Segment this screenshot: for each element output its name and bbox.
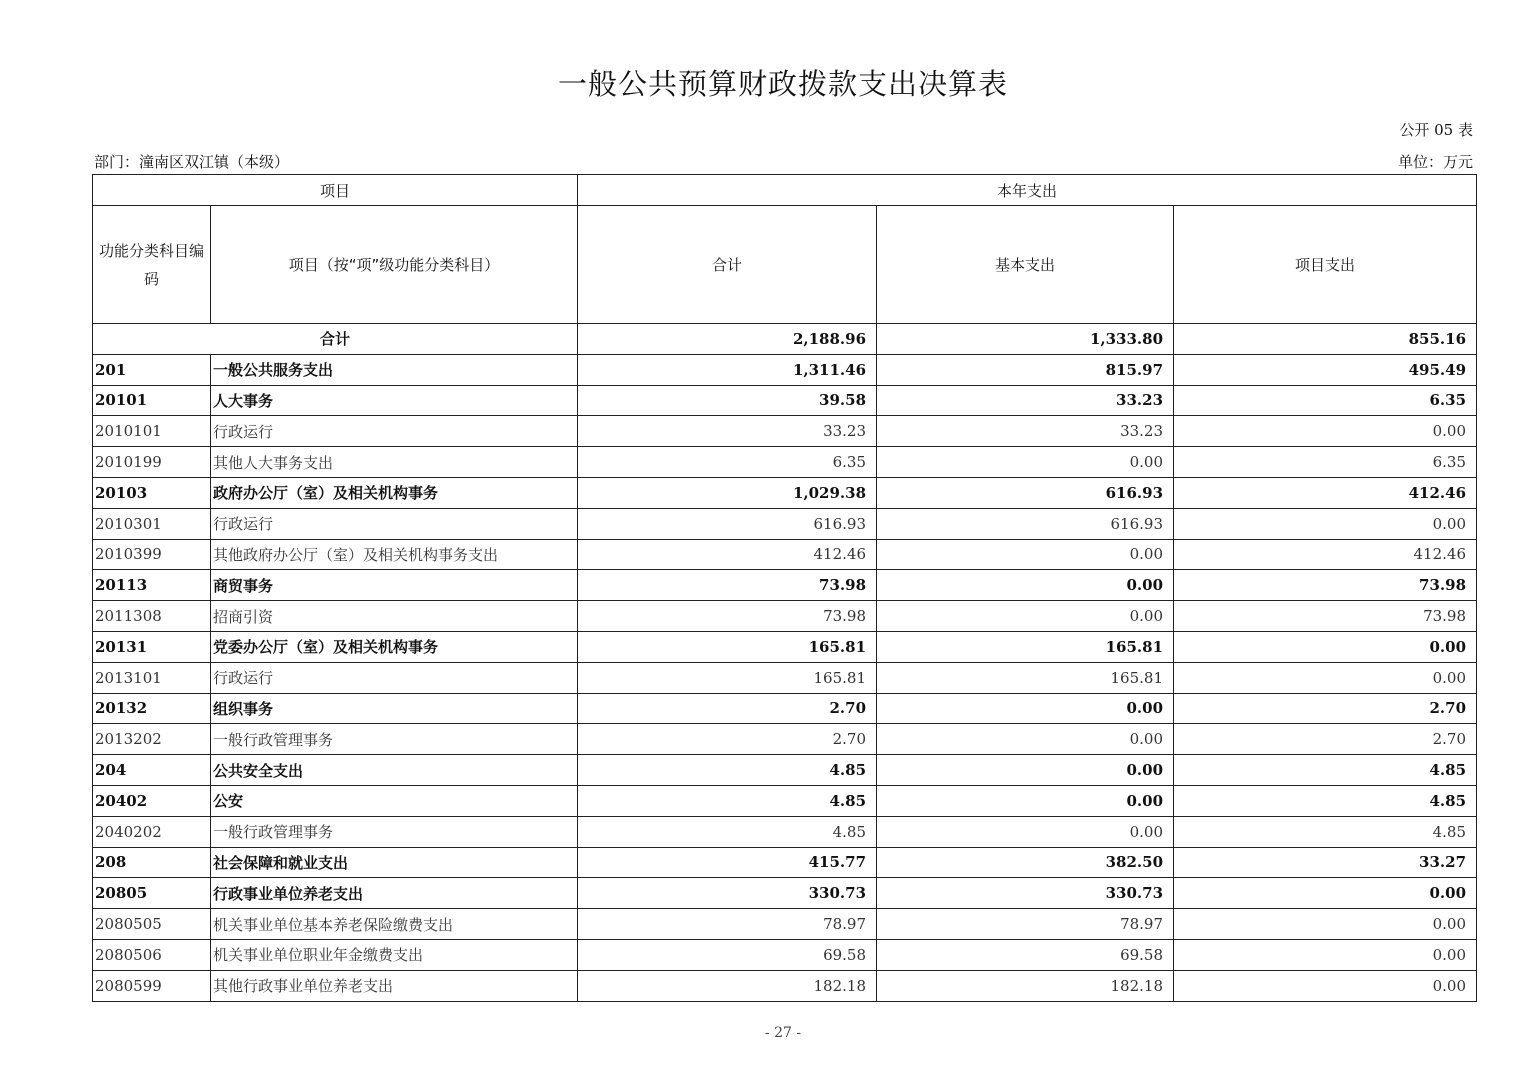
row-basic: 0.00 xyxy=(877,539,1174,570)
row-name: 政府办公厅（室）及相关机构事务 xyxy=(211,477,578,508)
row-code: 201 xyxy=(93,354,211,385)
row-basic: 78.97 xyxy=(877,909,1174,940)
table-row xyxy=(93,816,1477,847)
table-row xyxy=(93,693,1477,724)
row-code: 2010101 xyxy=(93,416,211,447)
row-name: 一般公共服务支出 xyxy=(211,354,578,385)
row-total: 2.70 xyxy=(578,693,877,724)
row-code: 20402 xyxy=(93,785,211,816)
table-row xyxy=(93,755,1477,786)
table-row xyxy=(93,939,1477,970)
row-code: 20132 xyxy=(93,693,211,724)
header-basic: 基本支出 xyxy=(877,206,1174,324)
row-total: 4.85 xyxy=(578,755,877,786)
department-label: 部门：潼南区双江镇（本级） xyxy=(94,153,290,171)
header-code: 功能分类科目编码 xyxy=(93,206,211,324)
row-name: 行政运行 xyxy=(211,416,578,447)
row-total: 73.98 xyxy=(578,601,877,632)
row-basic: 0.00 xyxy=(877,693,1174,724)
header-item: 项目 xyxy=(93,175,578,206)
row-total: 182.18 xyxy=(578,970,877,1001)
row-project: 4.85 xyxy=(1174,816,1477,847)
row-code: 2011308 xyxy=(93,601,211,632)
header-current-year-expense: 本年支出 xyxy=(578,175,1477,206)
row-basic: 0.00 xyxy=(877,785,1174,816)
row-basic: 815.97 xyxy=(877,354,1174,385)
row-basic: 382.50 xyxy=(877,847,1174,878)
row-total: 1,029.38 xyxy=(578,477,877,508)
row-total: 33.23 xyxy=(578,416,877,447)
row-basic: 0.00 xyxy=(877,724,1174,755)
table-row xyxy=(93,970,1477,1001)
row-name: 其他政府办公厅（室）及相关机构事务支出 xyxy=(211,539,578,570)
total-row xyxy=(93,324,1477,355)
row-basic: 182.18 xyxy=(877,970,1174,1001)
row-basic: 165.81 xyxy=(877,662,1174,693)
total-row-label: 合计 xyxy=(93,324,578,355)
row-code: 20101 xyxy=(93,385,211,416)
row-total: 69.58 xyxy=(578,939,877,970)
row-total: 616.93 xyxy=(578,508,877,539)
row-name: 机关事业单位基本养老保险缴费支出 xyxy=(211,909,578,940)
row-code: 2080506 xyxy=(93,939,211,970)
row-basic: 616.93 xyxy=(877,508,1174,539)
row-code: 2010399 xyxy=(93,539,211,570)
row-project: 2.70 xyxy=(1174,693,1477,724)
table-row xyxy=(93,878,1477,909)
row-name: 其他人大事务支出 xyxy=(211,447,578,478)
table-row xyxy=(93,416,1477,447)
row-name: 其他行政事业单位养老支出 xyxy=(211,970,578,1001)
row-name: 商贸事务 xyxy=(211,570,578,601)
row-total: 6.35 xyxy=(578,447,877,478)
unit-label: 单位：万元 xyxy=(1397,153,1473,171)
table-row xyxy=(93,631,1477,662)
row-code: 20103 xyxy=(93,477,211,508)
page-number: - 27 - xyxy=(764,1025,802,1041)
row-project: 0.00 xyxy=(1174,970,1477,1001)
row-project: 0.00 xyxy=(1174,631,1477,662)
row-project: 73.98 xyxy=(1174,570,1477,601)
row-project: 0.00 xyxy=(1174,939,1477,970)
row-project: 73.98 xyxy=(1174,601,1477,632)
table-row xyxy=(93,508,1477,539)
row-total: 4.85 xyxy=(578,785,877,816)
table-row xyxy=(93,354,1477,385)
row-basic: 0.00 xyxy=(877,755,1174,786)
row-basic: 33.23 xyxy=(877,416,1174,447)
row-name: 机关事业单位职业年金缴费支出 xyxy=(211,939,578,970)
table-row xyxy=(93,662,1477,693)
row-name: 社会保障和就业支出 xyxy=(211,847,578,878)
row-name: 一般行政管理事务 xyxy=(211,724,578,755)
row-project: 33.27 xyxy=(1174,847,1477,878)
row-total: 2.70 xyxy=(578,724,877,755)
table-row xyxy=(93,385,1477,416)
row-name: 人大事务 xyxy=(211,385,578,416)
row-name: 行政事业单位养老支出 xyxy=(211,878,578,909)
table-row xyxy=(93,847,1477,878)
table-row xyxy=(93,785,1477,816)
row-name: 行政运行 xyxy=(211,662,578,693)
row-basic: 69.58 xyxy=(877,939,1174,970)
row-total: 39.58 xyxy=(578,385,877,416)
row-basic: 33.23 xyxy=(877,385,1174,416)
row-basic: 616.93 xyxy=(877,477,1174,508)
row-total: 4.85 xyxy=(578,816,877,847)
row-code: 2040202 xyxy=(93,816,211,847)
row-total: 73.98 xyxy=(578,570,877,601)
row-basic: 330.73 xyxy=(877,878,1174,909)
row-project: 4.85 xyxy=(1174,785,1477,816)
row-code: 2010199 xyxy=(93,447,211,478)
total-row-project: 855.16 xyxy=(1174,324,1477,355)
row-code: 2080505 xyxy=(93,909,211,940)
row-code: 20113 xyxy=(93,570,211,601)
table-row xyxy=(93,447,1477,478)
total-row-basic: 1,333.80 xyxy=(877,324,1174,355)
row-project: 2.70 xyxy=(1174,724,1477,755)
row-total: 165.81 xyxy=(578,662,877,693)
row-project: 4.85 xyxy=(1174,755,1477,786)
row-code: 20805 xyxy=(93,878,211,909)
row-project: 0.00 xyxy=(1174,909,1477,940)
row-project: 0.00 xyxy=(1174,416,1477,447)
row-total: 412.46 xyxy=(578,539,877,570)
row-total: 1,311.46 xyxy=(578,354,877,385)
total-row-total: 2,188.96 xyxy=(578,324,877,355)
row-project: 6.35 xyxy=(1174,385,1477,416)
table-row xyxy=(93,909,1477,940)
row-name: 行政运行 xyxy=(211,508,578,539)
row-name: 一般行政管理事务 xyxy=(211,816,578,847)
row-name: 招商引资 xyxy=(211,601,578,632)
row-project: 412.46 xyxy=(1174,477,1477,508)
row-name: 公共安全支出 xyxy=(211,755,578,786)
row-basic: 0.00 xyxy=(877,447,1174,478)
row-code: 2010301 xyxy=(93,508,211,539)
row-project: 0.00 xyxy=(1174,878,1477,909)
row-code: 2013101 xyxy=(93,662,211,693)
table-row xyxy=(93,601,1477,632)
expense-table xyxy=(92,174,1477,1002)
row-code: 204 xyxy=(93,755,211,786)
row-code: 20131 xyxy=(93,631,211,662)
row-total: 165.81 xyxy=(578,631,877,662)
header-item-name: 项目（按“项”级功能分类科目） xyxy=(211,206,578,324)
row-name: 公安 xyxy=(211,785,578,816)
table-row xyxy=(93,477,1477,508)
header-total: 合计 xyxy=(578,206,877,324)
row-total: 415.77 xyxy=(578,847,877,878)
header-project: 项目支出 xyxy=(1174,206,1477,324)
row-total: 330.73 xyxy=(578,878,877,909)
page-title: 一般公共预算财政拨款支出决算表 xyxy=(557,67,1008,101)
row-project: 412.46 xyxy=(1174,539,1477,570)
row-project: 495.49 xyxy=(1174,354,1477,385)
row-basic: 165.81 xyxy=(877,631,1174,662)
row-basic: 0.00 xyxy=(877,570,1174,601)
row-code: 2080599 xyxy=(93,970,211,1001)
row-total: 78.97 xyxy=(578,909,877,940)
row-name: 组织事务 xyxy=(211,693,578,724)
row-code: 2013202 xyxy=(93,724,211,755)
table-row xyxy=(93,539,1477,570)
table-row xyxy=(93,724,1477,755)
row-name: 党委办公厅（室）及相关机构事务 xyxy=(211,631,578,662)
row-basic: 0.00 xyxy=(877,601,1174,632)
table-row xyxy=(93,570,1477,601)
row-project: 6.35 xyxy=(1174,447,1477,478)
row-code: 208 xyxy=(93,847,211,878)
form-number: 公开 05 表 xyxy=(1399,121,1473,139)
row-project: 0.00 xyxy=(1174,508,1477,539)
row-basic: 0.00 xyxy=(877,816,1174,847)
row-project: 0.00 xyxy=(1174,662,1477,693)
